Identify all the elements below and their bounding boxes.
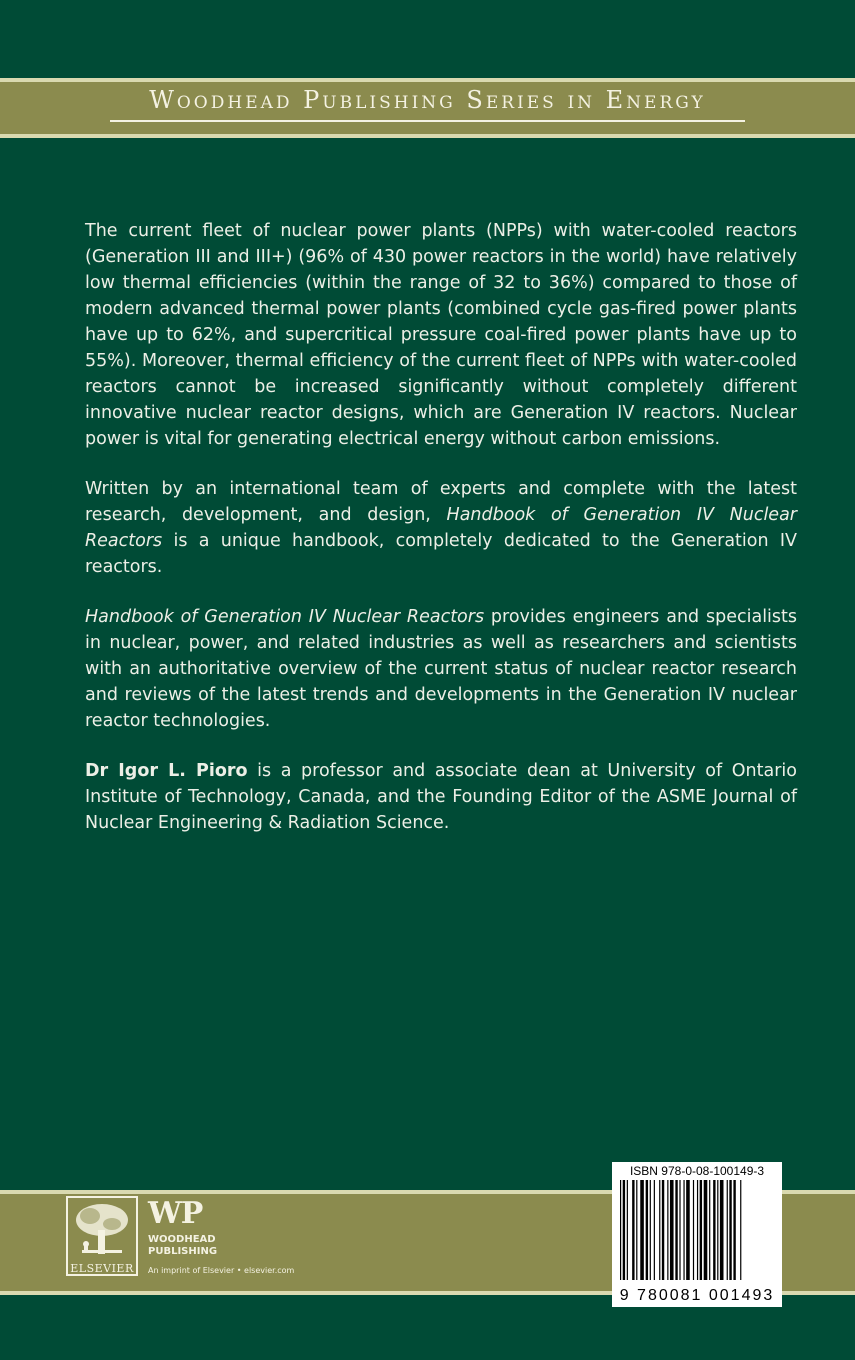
paragraph-2 xyxy=(85,476,797,580)
wp-logo: WP xyxy=(148,1196,203,1231)
isbn-digits: 9 780081 001493 xyxy=(619,1287,775,1304)
wp-name-line-2: PUBLISHING xyxy=(148,1246,218,1257)
series-band-rule-top xyxy=(0,78,855,82)
paragraph-3-text: provides engineers and specialists in nuclear, power, and related industries as well as researchers and scientists with an authoritative overview of the current status of nuclear reactor research and reviews of the latest trends and developments in the Generation IV nuclear reactor technologies. xyxy=(85,607,798,731)
elsevier-label: ELSEVIER xyxy=(70,1262,134,1275)
barcode-icon xyxy=(620,1180,774,1280)
series-band xyxy=(0,78,855,138)
isbn-label: ISBN 978-0-08-100149-3 xyxy=(629,1164,765,1178)
wp-name-line-1: WOODHEAD xyxy=(148,1234,216,1245)
paragraph-1: The current fleet of nuclear power plants (NPPs) with water-cooled reactors (Generation III and III+) (96% of 430 power reactors in the world) have relatively low thermal efficiencies (within the range of 32 to 36%) compared to those of modern advanced thermal power plants (combined cycle gas-fired power plants have up to 62%, and supercritical pressure coal-fired power plants have up to 55%). Moreover, thermal efficiency of the current fleet of NPPs with water-cooled reactors cannot be increased significantly without completely different innovative nuclear reactor designs, which are Generation IV reactors. Nuclear power is vital for generating electrical energy without carbon emissions. xyxy=(85,221,797,449)
paragraph-3 xyxy=(85,604,797,734)
woodhead-publishing-name xyxy=(148,1234,217,1258)
series-band-rule-bottom xyxy=(0,134,855,138)
author-name: Dr Igor L. Pioro xyxy=(85,761,248,781)
book-title-cite: Handbook of Generation IV Nuclear Reactors xyxy=(85,607,485,627)
isbn-barcode-box xyxy=(612,1162,782,1307)
book-title-cite: Handbook of Generation IV Nuclear Reactors xyxy=(85,505,797,551)
cover-description xyxy=(85,218,797,860)
tree-icon xyxy=(68,1198,136,1260)
paragraph-2-text-b: is a unique handbook, completely dedicated to the Generation IV reactors. xyxy=(85,531,797,577)
author-bio xyxy=(85,758,797,836)
paragraph-2-text-a: Written by an international team of experts and complete with the latest research, development, and design, xyxy=(85,479,797,525)
author-bio-text: is a professor and associate dean at University of Ontario Institute of Technology, Canada, and the Founding Editor of the ASME Journal of Nuclear Engineering & Radiation Science. xyxy=(85,761,797,833)
series-title: Woodhead Publishing Series in Energy xyxy=(149,86,706,114)
series-title-underline xyxy=(110,120,745,122)
imprint-text: An imprint of Elsevier • elsevier.com xyxy=(148,1266,295,1275)
